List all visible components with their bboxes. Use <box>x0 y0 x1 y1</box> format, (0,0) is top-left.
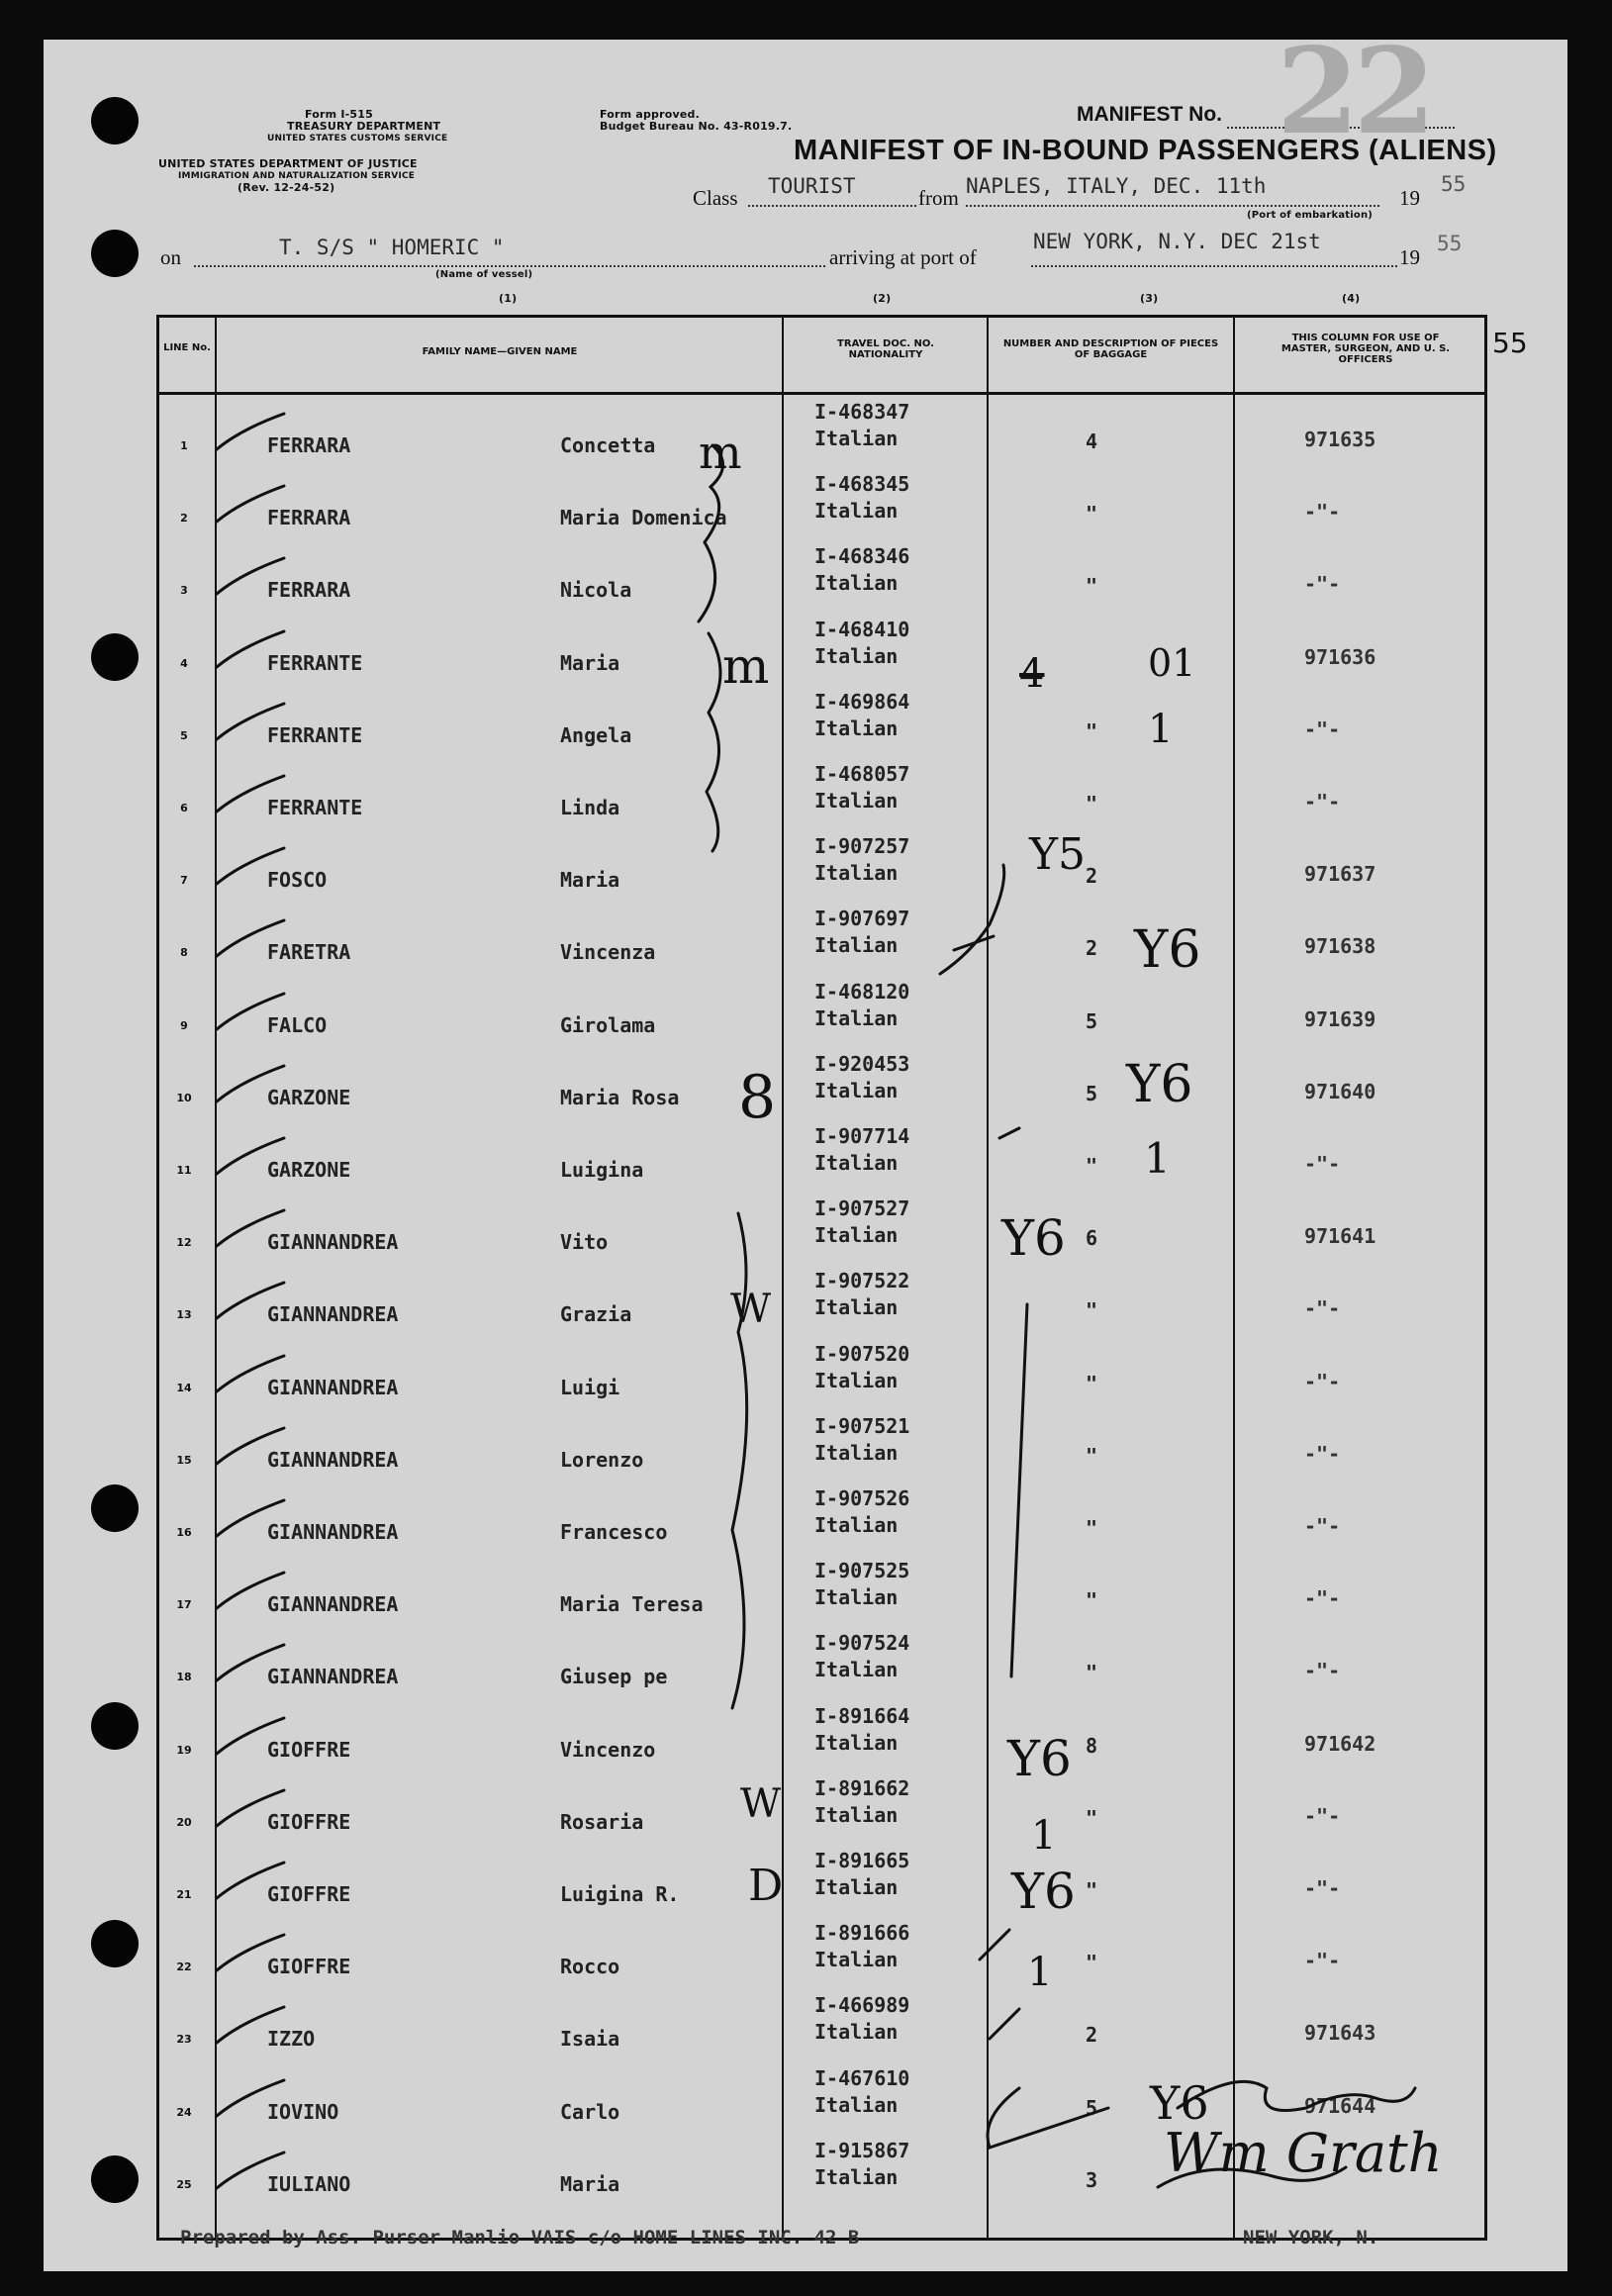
signature: Wm Grath <box>1164 2122 1443 2184</box>
travel-doc-number: I-468120 <box>814 979 910 1004</box>
nationality: Italian <box>814 1440 899 1465</box>
customs-service: UNITED STATES CUSTOMS SERVICE <box>267 134 448 144</box>
on-label: on <box>160 245 181 269</box>
travel-doc-number: I-891664 <box>814 1703 910 1728</box>
line-number: 25 <box>176 2177 192 2191</box>
nationality: Italian <box>814 1223 899 1248</box>
family-name: GIANNANDREA <box>267 1230 399 1255</box>
nationality: Italian <box>814 861 899 886</box>
baggage-count: 2 <box>1085 936 1098 961</box>
baggage-count: 6 <box>1085 1226 1098 1251</box>
officer-number: 971638 <box>1304 934 1376 959</box>
nationality: Italian <box>814 1368 899 1392</box>
nationality: Italian <box>814 933 899 958</box>
family-name: GIOFFRE <box>267 1737 351 1762</box>
line-number: 15 <box>176 1453 192 1467</box>
baggage-count: 2 <box>1085 864 1098 889</box>
handwritten-mark: Y6 <box>1011 1863 1076 1920</box>
nationality: Italian <box>814 1585 899 1610</box>
travel-doc-number: I-907522 <box>814 1269 910 1293</box>
manifest-label: MANIFEST No. <box>1077 103 1222 126</box>
given-name: Vincenzo <box>560 1737 656 1762</box>
given-name: Carlo <box>560 2099 620 2124</box>
line-number: 13 <box>176 1308 192 1322</box>
nationality: Italian <box>814 643 899 668</box>
handwritten-mark: 1 <box>1144 1134 1171 1183</box>
nationality: Italian <box>814 2092 899 2117</box>
travel-doc-number: I-468345 <box>814 472 910 497</box>
baggage-count: " <box>1085 1661 1098 1685</box>
line-number: 6 <box>180 802 188 814</box>
baggage-count: " <box>1085 502 1098 526</box>
prepared-by-footer-end: NEW YORK, N. <box>1243 2227 1379 2248</box>
officer-number: 971640 <box>1304 1079 1376 1103</box>
family-name: IULIANO <box>267 2171 351 2196</box>
officer-number: -"- <box>1304 1296 1341 1321</box>
brace-mark <box>1178 2081 1415 2110</box>
line-number: 9 <box>180 1018 188 1032</box>
department-of-justice: UNITED STATES DEPARTMENT OF JUSTICE <box>158 157 418 170</box>
line-number: 3 <box>180 584 188 598</box>
given-name: Maria <box>560 650 620 675</box>
family-name: GIOFFRE <box>267 1882 351 1906</box>
given-name: Luigina R. <box>560 1882 680 1906</box>
handwritten-mark: m <box>699 426 742 479</box>
travel-doc-number: I-907524 <box>814 1631 910 1656</box>
line-number: 16 <box>176 1526 192 1539</box>
family-name: GIANNANDREA <box>267 1665 399 1689</box>
family-name: GIOFFRE <box>267 1809 351 1834</box>
family-name: GIANNANDREA <box>267 1375 399 1399</box>
nationality: Italian <box>814 1151 899 1175</box>
travel-doc-number: I-907257 <box>814 834 910 859</box>
vessel-name: T. S/S " HOMERIC " <box>279 236 505 259</box>
officer-number: 971641 <box>1304 1224 1376 1249</box>
line-number: 23 <box>176 2033 192 2047</box>
family-name: IZZO <box>267 2027 316 2052</box>
port-note: (Port of embarkation) <box>1247 210 1374 221</box>
line-number: 10 <box>176 1091 192 1104</box>
year-1: 55 <box>1441 172 1467 196</box>
given-name: Isaia <box>560 2027 620 2052</box>
family-name: FERRANTE <box>267 650 363 675</box>
officer-number: 971637 <box>1304 862 1376 887</box>
officer-number: -"- <box>1304 1369 1341 1393</box>
officer-number: -"- <box>1304 572 1341 597</box>
handwritten-mark: 1 <box>1031 1813 1057 1859</box>
baggage-count: " <box>1085 718 1098 743</box>
brace-mark <box>988 2088 1108 2148</box>
handwritten-mark: 1 <box>1148 707 1174 752</box>
baggage-count: " <box>1085 1588 1098 1613</box>
given-name: Maria Rosa <box>560 1085 680 1109</box>
column-number: (2) <box>873 292 892 305</box>
line-number: 18 <box>176 1671 192 1684</box>
form-number: Form I-515 <box>305 108 373 121</box>
handwritten-mark: D <box>748 1861 784 1911</box>
given-name: Maria Teresa <box>560 1592 704 1617</box>
manifest-title: MANIFEST OF IN-BOUND PASSENGERS (ALIENS) <box>794 135 1497 166</box>
year-prefix-2: 19 <box>1399 245 1420 269</box>
family-name: GIANNANDREA <box>267 1302 399 1327</box>
given-name: Vincenza <box>560 940 656 965</box>
given-name: Rosaria <box>560 1809 644 1834</box>
col-header-travel-doc: TRAVEL DOC. NO. NATIONALITY <box>837 338 934 360</box>
travel-doc-number: I-468346 <box>814 544 910 569</box>
treasury-department: TREASURY DEPARTMENT <box>287 120 441 133</box>
col-header-officers: THIS COLUMN FOR USE OF MASTER, SURGEON, AND U. S. OFFICERS <box>1280 333 1451 365</box>
travel-doc-number: I-891665 <box>814 1849 910 1872</box>
travel-doc-number: I-915867 <box>814 2138 910 2162</box>
travel-doc-number: I-469864 <box>814 689 910 714</box>
manifest-number: 22 <box>1277 22 1430 161</box>
travel-doc-number: I-907527 <box>814 1196 910 1221</box>
family-name: FERRANTE <box>267 722 363 747</box>
family-name: FOSCO <box>267 868 328 893</box>
nationality: Italian <box>814 499 899 524</box>
officer-number: -"- <box>1304 717 1341 741</box>
col-header-baggage: NUMBER AND DESCRIPTION OF PIECES OF BAGGAGE <box>1002 338 1219 360</box>
brace-mark <box>980 1930 1009 1960</box>
given-name: Grazia <box>560 1302 632 1327</box>
travel-doc-number: I-468410 <box>814 617 910 641</box>
line-number: 20 <box>176 1815 192 1829</box>
officer-number: 971644 <box>1304 2093 1376 2118</box>
baggage-count: " <box>1085 1951 1098 1975</box>
handwritten-mark: 4 <box>1019 651 1045 697</box>
officer-number: -"- <box>1304 790 1341 813</box>
line-number: 2 <box>180 512 188 526</box>
family-name: FARETRA <box>267 940 351 965</box>
baggage-count: " <box>1085 1805 1098 1830</box>
handwritten-mark: Y6 <box>1126 1055 1193 1114</box>
given-name: Rocco <box>560 1955 620 1979</box>
family-name: FALCO <box>267 1012 328 1037</box>
baggage-count: " <box>1085 1443 1098 1468</box>
vessel-note: (Name of vessel) <box>435 269 533 280</box>
line-number: 8 <box>180 946 188 960</box>
baggage-count: 5 <box>1085 1081 1098 1105</box>
line-number: 12 <box>176 1236 192 1250</box>
handwritten-mark: Y6 <box>1134 920 1201 980</box>
brace-mark <box>999 1128 1019 1138</box>
baggage-count: " <box>1085 1298 1098 1323</box>
baggage-count: " <box>1085 1516 1098 1540</box>
handwritten-mark: 8 <box>738 1063 777 1132</box>
officer-number: -"- <box>1304 1152 1341 1176</box>
baggage-count: " <box>1085 792 1098 815</box>
family-name: GIANNANDREA <box>267 1592 399 1617</box>
baggage-count: " <box>1085 1878 1098 1902</box>
handwritten-mark: Y6 <box>1001 1209 1066 1267</box>
immigration-service: IMMIGRATION AND NATURALIZATION SERVICE <box>178 171 416 181</box>
line-number: 7 <box>180 874 188 888</box>
family-name: GARZONE <box>267 1158 351 1182</box>
line-number: 17 <box>176 1598 192 1612</box>
family-name: FERRARA <box>267 578 351 603</box>
travel-doc-number: I-466989 <box>814 1993 910 2018</box>
column-number: (1) <box>499 292 518 305</box>
form-revision: (Rev. 12-24-52) <box>237 181 335 194</box>
line-number: 21 <box>176 1888 192 1901</box>
nationality: Italian <box>814 1513 899 1537</box>
nationality: Italian <box>814 1730 899 1755</box>
family-name: IOVINO <box>267 2099 339 2124</box>
given-name: Maria Domenica <box>560 506 727 530</box>
officer-number: 971635 <box>1304 428 1376 451</box>
line-number: 22 <box>176 1961 192 1974</box>
brace-mark <box>954 936 994 950</box>
baggage-count: 3 <box>1085 2167 1098 2192</box>
line-number: 11 <box>176 1164 192 1177</box>
baggage-count: " <box>1085 1371 1098 1395</box>
from-label: from <box>918 186 959 210</box>
form-approved: Form approved. <box>600 108 700 121</box>
nationality: Italian <box>814 2164 899 2189</box>
baggage-count: " <box>1085 574 1098 599</box>
given-name: Concetta <box>560 433 656 457</box>
officer-number: 971639 <box>1304 1006 1376 1031</box>
nationality: Italian <box>814 716 899 740</box>
line-number: 14 <box>176 1381 192 1394</box>
nationality: Italian <box>814 2020 899 2045</box>
nationality: Italian <box>814 1005 899 1030</box>
handwritten-mark: 1 <box>1027 1950 1053 1995</box>
brace-mark <box>1011 1304 1027 1676</box>
prepared-by-footer: Prepared by Ass. Purser Manlio VAIS c/o HOME LINES INC. 42 B <box>180 2227 860 2248</box>
handwritten-mark: Y6 <box>1150 2076 1209 2130</box>
from-value: NAPLES, ITALY, DEC. 11th <box>966 174 1267 198</box>
baggage-count: 2 <box>1085 2023 1098 2048</box>
officer-number: -"- <box>1304 1949 1341 1973</box>
handwritten-mark: Y5 <box>1029 829 1087 880</box>
arriving-value: NEW YORK, N.Y. DEC 21st <box>1033 230 1321 253</box>
nationality: Italian <box>814 1875 899 1899</box>
handwritten-mark: m <box>722 637 770 695</box>
brace-mark <box>990 2009 1019 2039</box>
given-name: Angela <box>560 722 632 747</box>
family-name: GARZONE <box>267 1085 351 1109</box>
officer-number: -"- <box>1304 1514 1341 1538</box>
given-name: Luigina <box>560 1158 644 1182</box>
given-name: Lorenzo <box>560 1447 644 1472</box>
family-name: FERRARA <box>267 506 351 530</box>
given-name: Maria <box>560 868 620 893</box>
family-name: FERRARA <box>267 433 351 457</box>
handwritten-mark: W <box>740 1781 782 1827</box>
family-name: GIANNANDREA <box>267 1447 399 1472</box>
line-number: 19 <box>176 1743 192 1757</box>
officer-number: 971642 <box>1304 1731 1376 1756</box>
given-name: Vito <box>560 1230 609 1255</box>
baggage-count: " <box>1085 1154 1098 1178</box>
nationality: Italian <box>814 1658 899 1682</box>
class-value: TOURIST <box>768 174 856 198</box>
travel-doc-number: I-468347 <box>814 400 910 424</box>
nationality: Italian <box>814 427 899 450</box>
class-label: Class <box>693 186 738 210</box>
baggage-count: 4 <box>1085 430 1098 453</box>
col-header-line-no: LINE No. <box>163 342 211 353</box>
travel-doc-number: I-907525 <box>814 1559 910 1583</box>
year-prefix-1: 19 <box>1399 186 1420 210</box>
travel-doc-number: I-468057 <box>814 762 910 786</box>
arriving-label: arriving at port of <box>829 245 977 269</box>
line-number: 5 <box>180 728 188 742</box>
brace-mark <box>707 633 720 851</box>
travel-doc-number: I-907521 <box>814 1413 910 1438</box>
given-name: Girolama <box>560 1012 656 1037</box>
nationality: Italian <box>814 789 899 813</box>
given-name: Linda <box>560 796 620 819</box>
given-name: Giusep pe <box>560 1665 668 1689</box>
given-name: Francesco <box>560 1520 668 1544</box>
handwritten-mark: Y6 <box>1007 1730 1072 1787</box>
nationality: Italian <box>814 1802 899 1827</box>
officer-number: -"- <box>1304 500 1341 525</box>
column-number: (4) <box>1342 292 1361 305</box>
handwritten-mark: W <box>730 1287 772 1332</box>
travel-doc-number: I-920453 <box>814 1051 910 1076</box>
travel-doc-number: I-907520 <box>814 1341 910 1366</box>
officer-number: -"- <box>1304 1586 1341 1611</box>
nationality: Italian <box>814 1295 899 1320</box>
baggage-count: 5 <box>1085 1008 1098 1033</box>
officer-number: -"- <box>1304 1876 1341 1900</box>
margin-number: 55 <box>1492 327 1528 359</box>
baggage-count: 5 <box>1085 2095 1098 2120</box>
family-name: FERRANTE <box>267 796 363 819</box>
line-number: 1 <box>180 439 188 452</box>
line-number: 24 <box>176 2105 192 2119</box>
travel-doc-number: I-891666 <box>814 1921 910 1946</box>
officer-number: -"- <box>1304 1441 1341 1466</box>
column-number: (3) <box>1140 292 1159 305</box>
year-2: 55 <box>1437 232 1463 255</box>
nationality: Italian <box>814 1948 899 1972</box>
travel-doc-number: I-907526 <box>814 1486 910 1510</box>
given-name: Nicola <box>560 578 632 603</box>
officer-number: 971643 <box>1304 2021 1376 2046</box>
brace-mark <box>940 865 1004 974</box>
given-name: Luigi <box>560 1375 620 1399</box>
travel-doc-number: I-891662 <box>814 1775 910 1800</box>
handwritten-mark: 01 <box>1148 641 1196 685</box>
travel-doc-number: I-907714 <box>814 1124 910 1148</box>
baggage-count: 8 <box>1085 1733 1098 1758</box>
officer-number: 971636 <box>1304 644 1376 669</box>
officer-number: -"- <box>1304 1659 1341 1683</box>
given-name: Maria <box>560 2171 620 2196</box>
travel-doc-number: I-467610 <box>814 2065 910 2090</box>
col-header-name: FAMILY NAME—GIVEN NAME <box>422 346 578 357</box>
travel-doc-number: I-907697 <box>814 907 910 931</box>
officer-number: -"- <box>1304 1803 1341 1828</box>
line-number: 4 <box>180 656 188 670</box>
family-name: GIOFFRE <box>267 1955 351 1979</box>
nationality: Italian <box>814 1078 899 1102</box>
nationality: Italian <box>814 571 899 596</box>
budget-bureau: Budget Bureau No. 43-R019.7. <box>600 120 793 133</box>
family-name: GIANNANDREA <box>267 1520 399 1544</box>
